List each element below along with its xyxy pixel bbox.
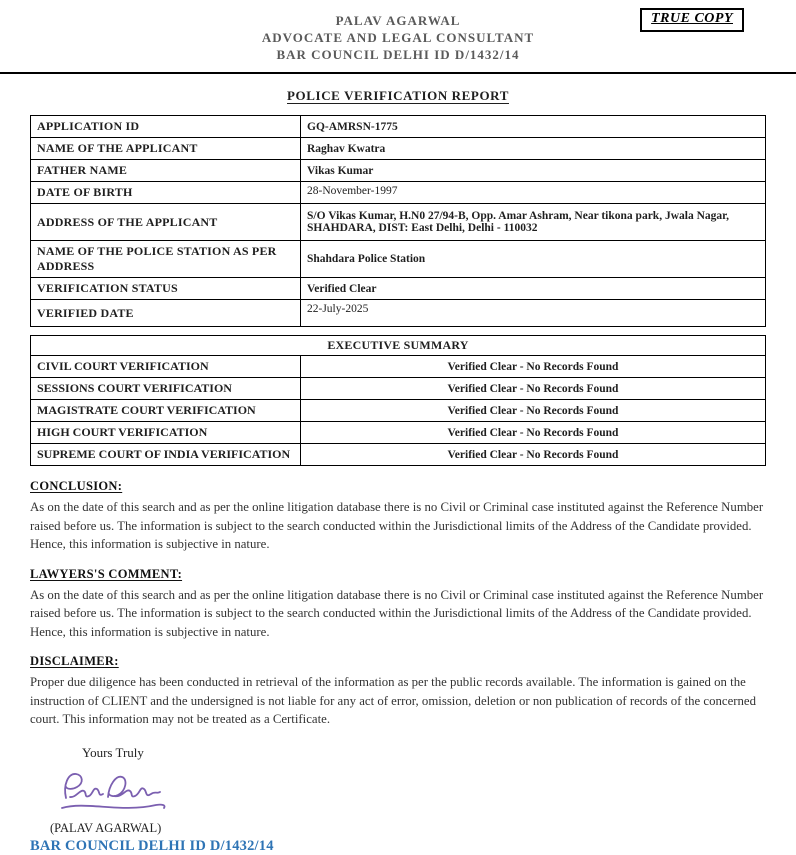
advocate-name: PALAV AGARWAL [335, 13, 461, 28]
row-label: SUPREME COURT OF INDIA VERIFICATION [31, 444, 301, 466]
row-value: Shahdara Police Station [301, 241, 766, 278]
advocate-role: ADVOCATE AND LEGAL CONSULTANT [261, 30, 535, 45]
row-value: Vikas Kumar [301, 160, 766, 182]
applicant-details-table [30, 115, 766, 327]
signature-icon [56, 767, 186, 819]
table-row [31, 300, 766, 327]
conclusion-heading: CONCLUSION: [30, 479, 123, 493]
row-value: Verified Clear - No Records Found [301, 400, 766, 422]
conclusion-body: As on the date of this search and as per the online litigation database there is no Civil or Criminal case instituted against the Reference Number raised before us. The information is subject to the search conducted within the Jurisdictional limits of the Address of the Candidate provided. Hence, this information is subjective in nature. [30, 500, 764, 551]
bar-council-id: BAR COUNCIL DELHI ID D/1432/14 [30, 837, 274, 854]
row-value: Verified Clear [301, 278, 766, 300]
advocate-bar-id: BAR COUNCIL DELHI ID D/1432/14 [276, 47, 520, 62]
row-label: VERIFIED DATE [31, 300, 301, 327]
row-label: DATE OF BIRTH [31, 182, 301, 204]
row-label: FATHER NAME [31, 160, 301, 182]
lawyers-comment-section [30, 567, 766, 642]
row-value: Verified Clear - No Records Found [301, 444, 766, 466]
row-label: HIGH COURT VERIFICATION [31, 422, 301, 444]
table-row [31, 182, 766, 204]
row-value: S/O Vikas Kumar, H.N0 27/94-B, Opp. Amar Ashram, Near tikona park, Jwala Nagar, SHAHDARA, DIST: East Delhi, Delhi - 110032 [301, 204, 766, 241]
disclaimer-body: Proper due diligence has been conducted in retrieval of the information as per the public records available. The information is gained on the instruction of CLIENT and the undersigned is not liable for any act of error, omission, deletion or non publication of records of the concerned court. This information may not be treated as a Certificate. [30, 675, 756, 726]
row-label: VERIFICATION STATUS [31, 278, 301, 300]
row-value: Verified Clear - No Records Found [301, 422, 766, 444]
signature [56, 767, 766, 819]
table-row [31, 444, 766, 466]
table-row [31, 138, 766, 160]
table-row [31, 278, 766, 300]
table-row [31, 160, 766, 182]
closing-block [30, 745, 766, 855]
table-row [31, 378, 766, 400]
letterhead [0, 0, 796, 63]
conclusion-section [30, 479, 766, 554]
row-value: Verified Clear - No Records Found [301, 356, 766, 378]
row-value: Raghav Kwatra [301, 138, 766, 160]
row-label: SESSIONS COURT VERIFICATION [31, 378, 301, 400]
row-label: ADDRESS OF THE APPLICANT [31, 204, 301, 241]
executive-summary-table [30, 335, 766, 466]
signatory-name: (PALAV AGARWAL) [50, 820, 162, 835]
table-row [31, 241, 766, 278]
table-row [31, 400, 766, 422]
row-label: APPLICATION ID [31, 116, 301, 138]
table-row [31, 356, 766, 378]
row-label: NAME OF THE APPLICANT [31, 138, 301, 160]
lawyers-comment-body: As on the date of this search and as per the online litigation database there is no Civil or Criminal case instituted against the Reference Number raised before us. The information is subject to the search conducted within the Jurisdictional limits of the Address of the Candidate provided. Hence, this information is subjective in nature. [30, 587, 764, 639]
row-label: CIVIL COURT VERIFICATION [31, 356, 301, 378]
table-header-row [31, 336, 766, 356]
header-divider [0, 72, 796, 74]
table-row [31, 204, 766, 241]
executive-summary-title: EXECUTIVE SUMMARY [31, 336, 766, 356]
row-label: NAME OF THE POLICE STATION AS PER ADDRESS [31, 241, 301, 278]
true-copy-stamp: TRUE COPY [640, 8, 744, 32]
yours-truly-text: Yours Truly [82, 744, 144, 760]
table-row [31, 422, 766, 444]
row-value: 28-November-1997 [301, 182, 766, 204]
report-title: POLICE VERIFICATION REPORT [287, 88, 509, 103]
disclaimer-heading: DISCLAIMER: [30, 654, 119, 668]
disclaimer-section [30, 654, 766, 729]
row-value: GQ-AMRSN-1775 [301, 116, 766, 138]
row-value: Verified Clear - No Records Found [301, 378, 766, 400]
row-value: 22-July-2025 [301, 300, 766, 327]
table-row [31, 116, 766, 138]
row-label: MAGISTRATE COURT VERIFICATION [31, 400, 301, 422]
lawyers-comment-heading: LAWYERS'S COMMENT: [30, 566, 183, 581]
